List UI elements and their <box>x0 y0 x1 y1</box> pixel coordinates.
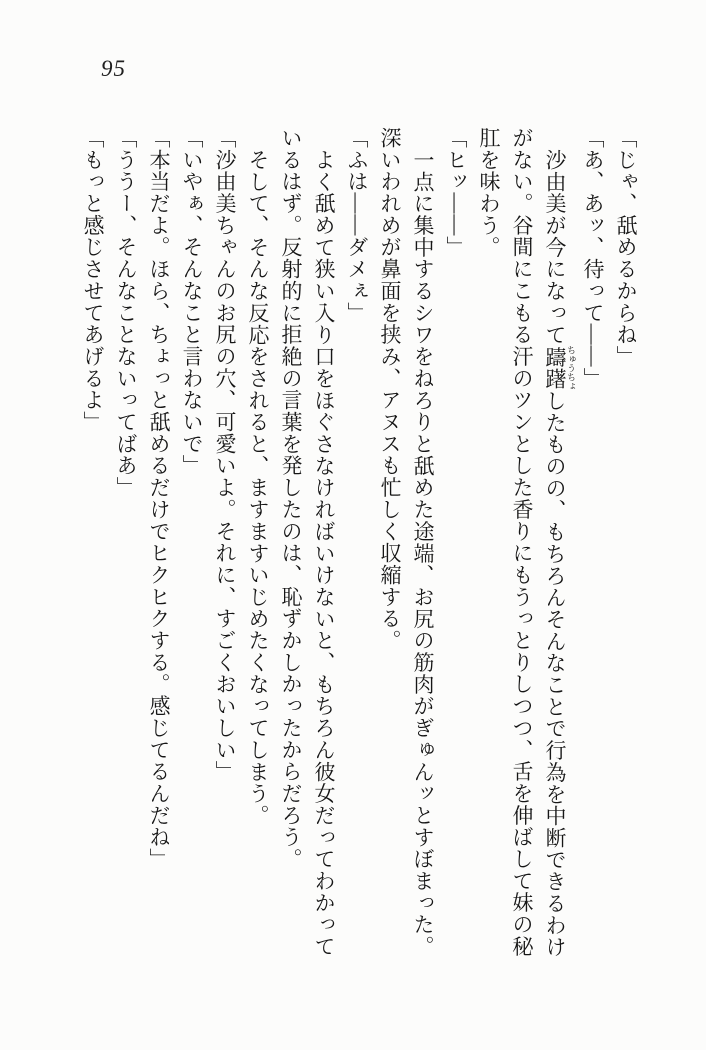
text-run: 一点に集中するシワをねろりと舐めた途端、お尻の筋肉がぎゅんッとすぼまった。深いわれめが鼻面を挟み、アヌスも忙しく収縮する。 <box>378 127 435 958</box>
text-run: 「あ、あッ、待って――」 <box>581 127 605 390</box>
paragraph <box>175 127 208 959</box>
paragraph <box>576 127 609 959</box>
text-run: 「ふは――ダメぇ」 <box>345 127 369 324</box>
text-run: よく舐めて狭い入り口をほぐさなければいけないと、もちろん彼女だってわかっているはず。反射的に拒絶の言葉を発したのは、恥ずかしかったからだろう。 <box>279 127 336 958</box>
paragraph <box>274 127 340 959</box>
vertical-text-block <box>76 127 642 959</box>
paragraph <box>109 127 142 959</box>
text-run: 「沙由美ちゃんのお尻の穴、可愛いよ。それに、すごくおいしい」 <box>213 127 237 783</box>
page-number: 95 <box>101 56 126 81</box>
paragraph <box>373 127 439 959</box>
text-run: したものの、もちろんそんなことで行為を中断できるわけがない。谷間にこもる汗のツンとした香りにもうっとりしつつ、舌を伸ばして妹の秘肛を味わう。 <box>477 127 567 959</box>
text-run: 「もっと感じさせてあげるよ」 <box>81 127 105 433</box>
paragraph <box>76 127 109 959</box>
text-run: 「ヒッ――」 <box>444 127 468 259</box>
paragraph <box>340 127 373 959</box>
paragraph <box>439 127 472 959</box>
paragraph <box>142 127 175 959</box>
text-run: 「じゃ、舐めるからね」 <box>614 127 638 368</box>
paragraph <box>609 127 642 959</box>
text-run: そして、そんな反応をされると、ますますいじめたくなってしまう。 <box>246 149 270 827</box>
text-run: 沙由美が今になって <box>543 149 567 346</box>
text-run: 「本当だよ。ほら、ちょっと舐めるだけでヒクヒクする。感じてるんだね」 <box>147 127 171 870</box>
paragraph <box>208 127 241 959</box>
furigana: ちゅうちょ <box>566 345 576 391</box>
ruby-annotated-word: 躊躇 ちゅうちょ <box>543 345 576 391</box>
text-run: 「ううー、そんなことないってばあ」 <box>114 127 138 499</box>
paragraph <box>241 127 274 959</box>
paragraph <box>472 127 576 959</box>
text-run: 「いやぁ、そんなこと言わないで」 <box>180 127 204 477</box>
